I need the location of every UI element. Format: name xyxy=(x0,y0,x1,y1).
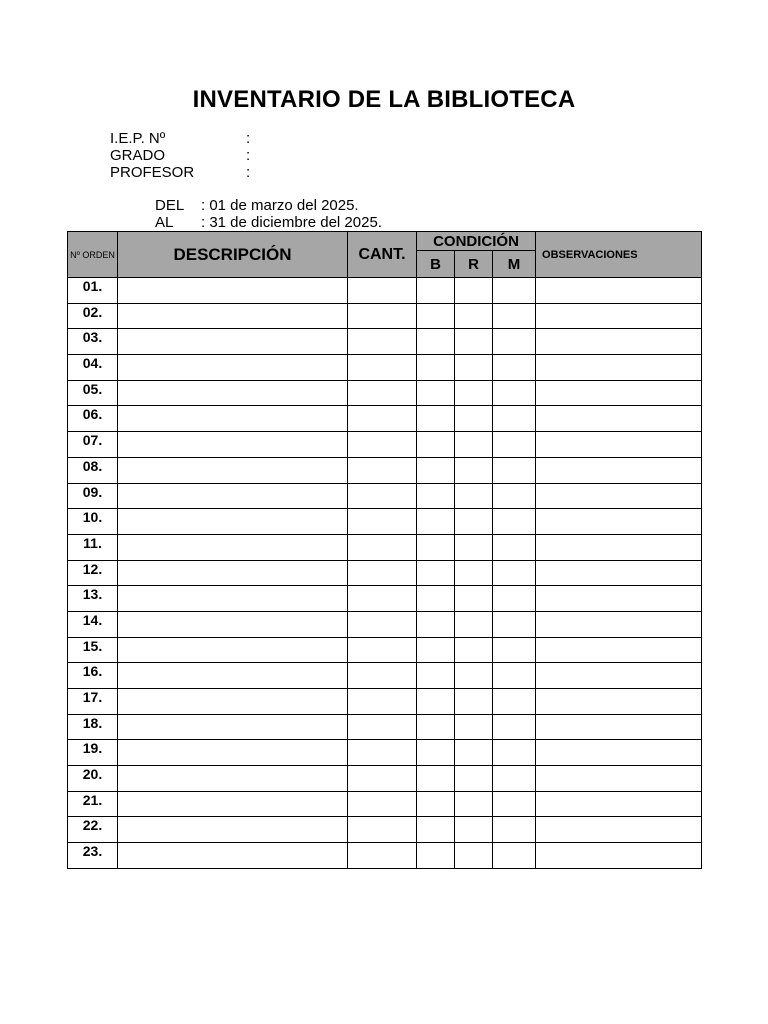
iep-colon: : xyxy=(246,130,251,147)
r-cell[interactable] xyxy=(455,611,493,637)
descripcion-cell[interactable] xyxy=(118,355,348,381)
table-row xyxy=(68,509,702,535)
observaciones-cell[interactable] xyxy=(536,534,702,560)
r-cell[interactable] xyxy=(455,791,493,817)
header-cantidad: CANT. xyxy=(348,232,417,278)
b-cell[interactable] xyxy=(417,740,455,766)
r-cell[interactable] xyxy=(455,278,493,304)
b-cell[interactable] xyxy=(417,663,455,689)
iep-label: I.E.P. Nº xyxy=(110,130,166,147)
r-cell[interactable] xyxy=(455,689,493,715)
b-cell[interactable] xyxy=(417,791,455,817)
row-number: 17. xyxy=(68,689,118,715)
table-row xyxy=(68,560,702,586)
m-cell[interactable] xyxy=(493,689,536,715)
header-observaciones: OBSERVACIONES xyxy=(536,232,702,278)
b-cell[interactable] xyxy=(417,714,455,740)
r-cell[interactable] xyxy=(455,586,493,612)
row-number: 02. xyxy=(68,303,118,329)
m-cell[interactable] xyxy=(493,637,536,663)
row-number: 07. xyxy=(68,432,118,458)
row-number: 11. xyxy=(68,534,118,560)
row-number: 19. xyxy=(68,740,118,766)
descripcion-cell[interactable] xyxy=(118,663,348,689)
b-cell[interactable] xyxy=(417,611,455,637)
table-row xyxy=(68,303,702,329)
r-cell[interactable] xyxy=(455,766,493,792)
r-cell[interactable] xyxy=(455,406,493,432)
table-row xyxy=(68,843,702,869)
observaciones-cell[interactable] xyxy=(536,766,702,792)
cantidad-cell[interactable] xyxy=(348,406,417,432)
observaciones-cell[interactable] xyxy=(536,843,702,869)
r-cell[interactable] xyxy=(455,432,493,458)
r-cell[interactable] xyxy=(455,817,493,843)
grado-colon: : xyxy=(246,147,251,164)
table-row xyxy=(68,714,702,740)
observaciones-cell[interactable] xyxy=(536,483,702,509)
r-cell[interactable] xyxy=(455,457,493,483)
cantidad-cell[interactable] xyxy=(348,663,417,689)
b-cell[interactable] xyxy=(417,637,455,663)
b-cell[interactable] xyxy=(417,843,455,869)
descripcion-cell[interactable] xyxy=(118,278,348,304)
b-cell[interactable] xyxy=(417,689,455,715)
row-number: 14. xyxy=(68,611,118,637)
cantidad-cell[interactable] xyxy=(348,714,417,740)
r-cell[interactable] xyxy=(455,663,493,689)
table-row xyxy=(68,380,702,406)
r-cell[interactable] xyxy=(455,380,493,406)
page-title: INVENTARIO DE LA BIBLIOTECA xyxy=(192,86,576,113)
table-row xyxy=(68,355,702,381)
r-cell[interactable] xyxy=(455,637,493,663)
row-number: 04. xyxy=(68,355,118,381)
descripcion-cell[interactable] xyxy=(118,406,348,432)
m-cell[interactable] xyxy=(493,817,536,843)
header-b: B xyxy=(417,251,455,278)
m-cell[interactable] xyxy=(493,560,536,586)
descripcion-cell[interactable] xyxy=(118,329,348,355)
cantidad-cell[interactable] xyxy=(348,560,417,586)
m-cell[interactable] xyxy=(493,740,536,766)
profesor-colon: : xyxy=(246,164,251,181)
descripcion-cell[interactable] xyxy=(118,534,348,560)
observaciones-cell[interactable] xyxy=(536,817,702,843)
m-cell[interactable] xyxy=(493,406,536,432)
b-cell[interactable] xyxy=(417,766,455,792)
observaciones-cell[interactable] xyxy=(536,791,702,817)
cantidad-cell[interactable] xyxy=(348,740,417,766)
m-cell[interactable] xyxy=(493,329,536,355)
descripcion-cell[interactable] xyxy=(118,483,348,509)
r-cell[interactable] xyxy=(455,329,493,355)
b-cell[interactable] xyxy=(417,278,455,304)
cantidad-cell[interactable] xyxy=(348,689,417,715)
row-number: 09. xyxy=(68,483,118,509)
row-number: 21. xyxy=(68,791,118,817)
observaciones-cell[interactable] xyxy=(536,432,702,458)
r-cell[interactable] xyxy=(455,740,493,766)
cantidad-cell[interactable] xyxy=(348,766,417,792)
row-number: 06. xyxy=(68,406,118,432)
observaciones-cell[interactable] xyxy=(536,278,702,304)
header-condicion: CONDICIÓN xyxy=(417,232,536,251)
del-value: : 01 de marzo del 2025. xyxy=(201,197,359,214)
m-cell[interactable] xyxy=(493,663,536,689)
header-m: M xyxy=(493,251,536,278)
observaciones-cell[interactable] xyxy=(536,714,702,740)
descripcion-cell[interactable] xyxy=(118,432,348,458)
descripcion-cell[interactable] xyxy=(118,791,348,817)
descripcion-cell[interactable] xyxy=(118,689,348,715)
m-cell[interactable] xyxy=(493,380,536,406)
cantidad-cell[interactable] xyxy=(348,483,417,509)
table-row xyxy=(68,637,702,663)
row-number: 05. xyxy=(68,380,118,406)
cantidad-cell[interactable] xyxy=(348,329,417,355)
observaciones-cell[interactable] xyxy=(536,406,702,432)
row-number: 10. xyxy=(68,509,118,535)
table-row xyxy=(68,766,702,792)
row-number: 23. xyxy=(68,843,118,869)
table-row xyxy=(68,457,702,483)
m-cell[interactable] xyxy=(493,534,536,560)
table-row xyxy=(68,483,702,509)
table-row xyxy=(68,406,702,432)
b-cell[interactable] xyxy=(417,380,455,406)
cantidad-cell[interactable] xyxy=(348,586,417,612)
cantidad-cell[interactable] xyxy=(348,355,417,381)
table-row xyxy=(68,740,702,766)
m-cell[interactable] xyxy=(493,714,536,740)
descripcion-cell[interactable] xyxy=(118,586,348,612)
r-cell[interactable] xyxy=(455,303,493,329)
descripcion-cell[interactable] xyxy=(118,637,348,663)
observaciones-cell[interactable] xyxy=(536,380,702,406)
header-descripcion: DESCRIPCIÓN xyxy=(118,232,348,278)
cantidad-cell[interactable] xyxy=(348,380,417,406)
al-label: AL xyxy=(155,214,174,231)
inventory-table xyxy=(67,231,702,869)
descripcion-cell[interactable] xyxy=(118,303,348,329)
row-number: 15. xyxy=(68,637,118,663)
descripcion-cell[interactable] xyxy=(118,740,348,766)
m-cell[interactable] xyxy=(493,278,536,304)
descripcion-cell[interactable] xyxy=(118,611,348,637)
table-row xyxy=(68,689,702,715)
cantidad-cell[interactable] xyxy=(348,278,417,304)
observaciones-cell[interactable] xyxy=(536,611,702,637)
observaciones-cell[interactable] xyxy=(536,740,702,766)
b-cell[interactable] xyxy=(417,432,455,458)
observaciones-cell[interactable] xyxy=(536,355,702,381)
descripcion-cell[interactable] xyxy=(118,817,348,843)
table-row xyxy=(68,329,702,355)
observaciones-cell[interactable] xyxy=(536,637,702,663)
descripcion-cell[interactable] xyxy=(118,509,348,535)
r-cell[interactable] xyxy=(455,560,493,586)
observaciones-cell[interactable] xyxy=(536,329,702,355)
b-cell[interactable] xyxy=(417,355,455,381)
b-cell[interactable] xyxy=(417,817,455,843)
cantidad-cell[interactable] xyxy=(348,611,417,637)
b-cell[interactable] xyxy=(417,457,455,483)
cantidad-cell[interactable] xyxy=(348,534,417,560)
m-cell[interactable] xyxy=(493,843,536,869)
table-row xyxy=(68,278,702,304)
row-number: 22. xyxy=(68,817,118,843)
b-cell[interactable] xyxy=(417,329,455,355)
descripcion-cell[interactable] xyxy=(118,560,348,586)
observaciones-cell[interactable] xyxy=(536,457,702,483)
header-r: R xyxy=(455,251,493,278)
table-row xyxy=(68,586,702,612)
b-cell[interactable] xyxy=(417,483,455,509)
table-row xyxy=(68,611,702,637)
observaciones-cell[interactable] xyxy=(536,560,702,586)
m-cell[interactable] xyxy=(493,457,536,483)
cantidad-cell[interactable] xyxy=(348,432,417,458)
r-cell[interactable] xyxy=(455,355,493,381)
table-row xyxy=(68,663,702,689)
m-cell[interactable] xyxy=(493,586,536,612)
table-row xyxy=(68,791,702,817)
observaciones-cell[interactable] xyxy=(536,689,702,715)
profesor-label: PROFESOR xyxy=(110,164,195,181)
observaciones-cell[interactable] xyxy=(536,663,702,689)
r-cell[interactable] xyxy=(455,843,493,869)
descripcion-cell[interactable] xyxy=(118,766,348,792)
descripcion-cell[interactable] xyxy=(118,714,348,740)
b-cell[interactable] xyxy=(417,534,455,560)
row-number: 01. xyxy=(68,278,118,304)
al-value: : 31 de diciembre del 2025. xyxy=(201,214,382,231)
row-number: 08. xyxy=(68,457,118,483)
row-number: 20. xyxy=(68,766,118,792)
r-cell[interactable] xyxy=(455,509,493,535)
cantidad-cell[interactable] xyxy=(348,303,417,329)
cantidad-cell[interactable] xyxy=(348,843,417,869)
row-number: 16. xyxy=(68,663,118,689)
m-cell[interactable] xyxy=(493,611,536,637)
del-label: DEL xyxy=(155,197,185,214)
m-cell[interactable] xyxy=(493,483,536,509)
observaciones-cell[interactable] xyxy=(536,586,702,612)
row-number: 12. xyxy=(68,560,118,586)
m-cell[interactable] xyxy=(493,432,536,458)
b-cell[interactable] xyxy=(417,406,455,432)
m-cell[interactable] xyxy=(493,355,536,381)
descripcion-cell[interactable] xyxy=(118,457,348,483)
observaciones-cell[interactable] xyxy=(536,509,702,535)
cantidad-cell[interactable] xyxy=(348,457,417,483)
header-orden: Nº ORDEN xyxy=(68,232,118,278)
observaciones-cell[interactable] xyxy=(536,303,702,329)
inventory-body xyxy=(68,278,702,869)
m-cell[interactable] xyxy=(493,766,536,792)
table-row xyxy=(68,817,702,843)
cantidad-cell[interactable] xyxy=(348,509,417,535)
b-cell[interactable] xyxy=(417,586,455,612)
r-cell[interactable] xyxy=(455,534,493,560)
row-number: 13. xyxy=(68,586,118,612)
r-cell[interactable] xyxy=(455,483,493,509)
row-number: 18. xyxy=(68,714,118,740)
table-row xyxy=(68,534,702,560)
cantidad-cell[interactable] xyxy=(348,637,417,663)
m-cell[interactable] xyxy=(493,791,536,817)
table-row xyxy=(68,432,702,458)
cantidad-cell[interactable] xyxy=(348,791,417,817)
b-cell[interactable] xyxy=(417,303,455,329)
descripcion-cell[interactable] xyxy=(118,843,348,869)
r-cell[interactable] xyxy=(455,714,493,740)
m-cell[interactable] xyxy=(493,303,536,329)
m-cell[interactable] xyxy=(493,509,536,535)
b-cell[interactable] xyxy=(417,560,455,586)
grado-label: GRADO xyxy=(110,147,166,164)
b-cell[interactable] xyxy=(417,509,455,535)
row-number: 03. xyxy=(68,329,118,355)
cantidad-cell[interactable] xyxy=(348,817,417,843)
descripcion-cell[interactable] xyxy=(118,380,348,406)
